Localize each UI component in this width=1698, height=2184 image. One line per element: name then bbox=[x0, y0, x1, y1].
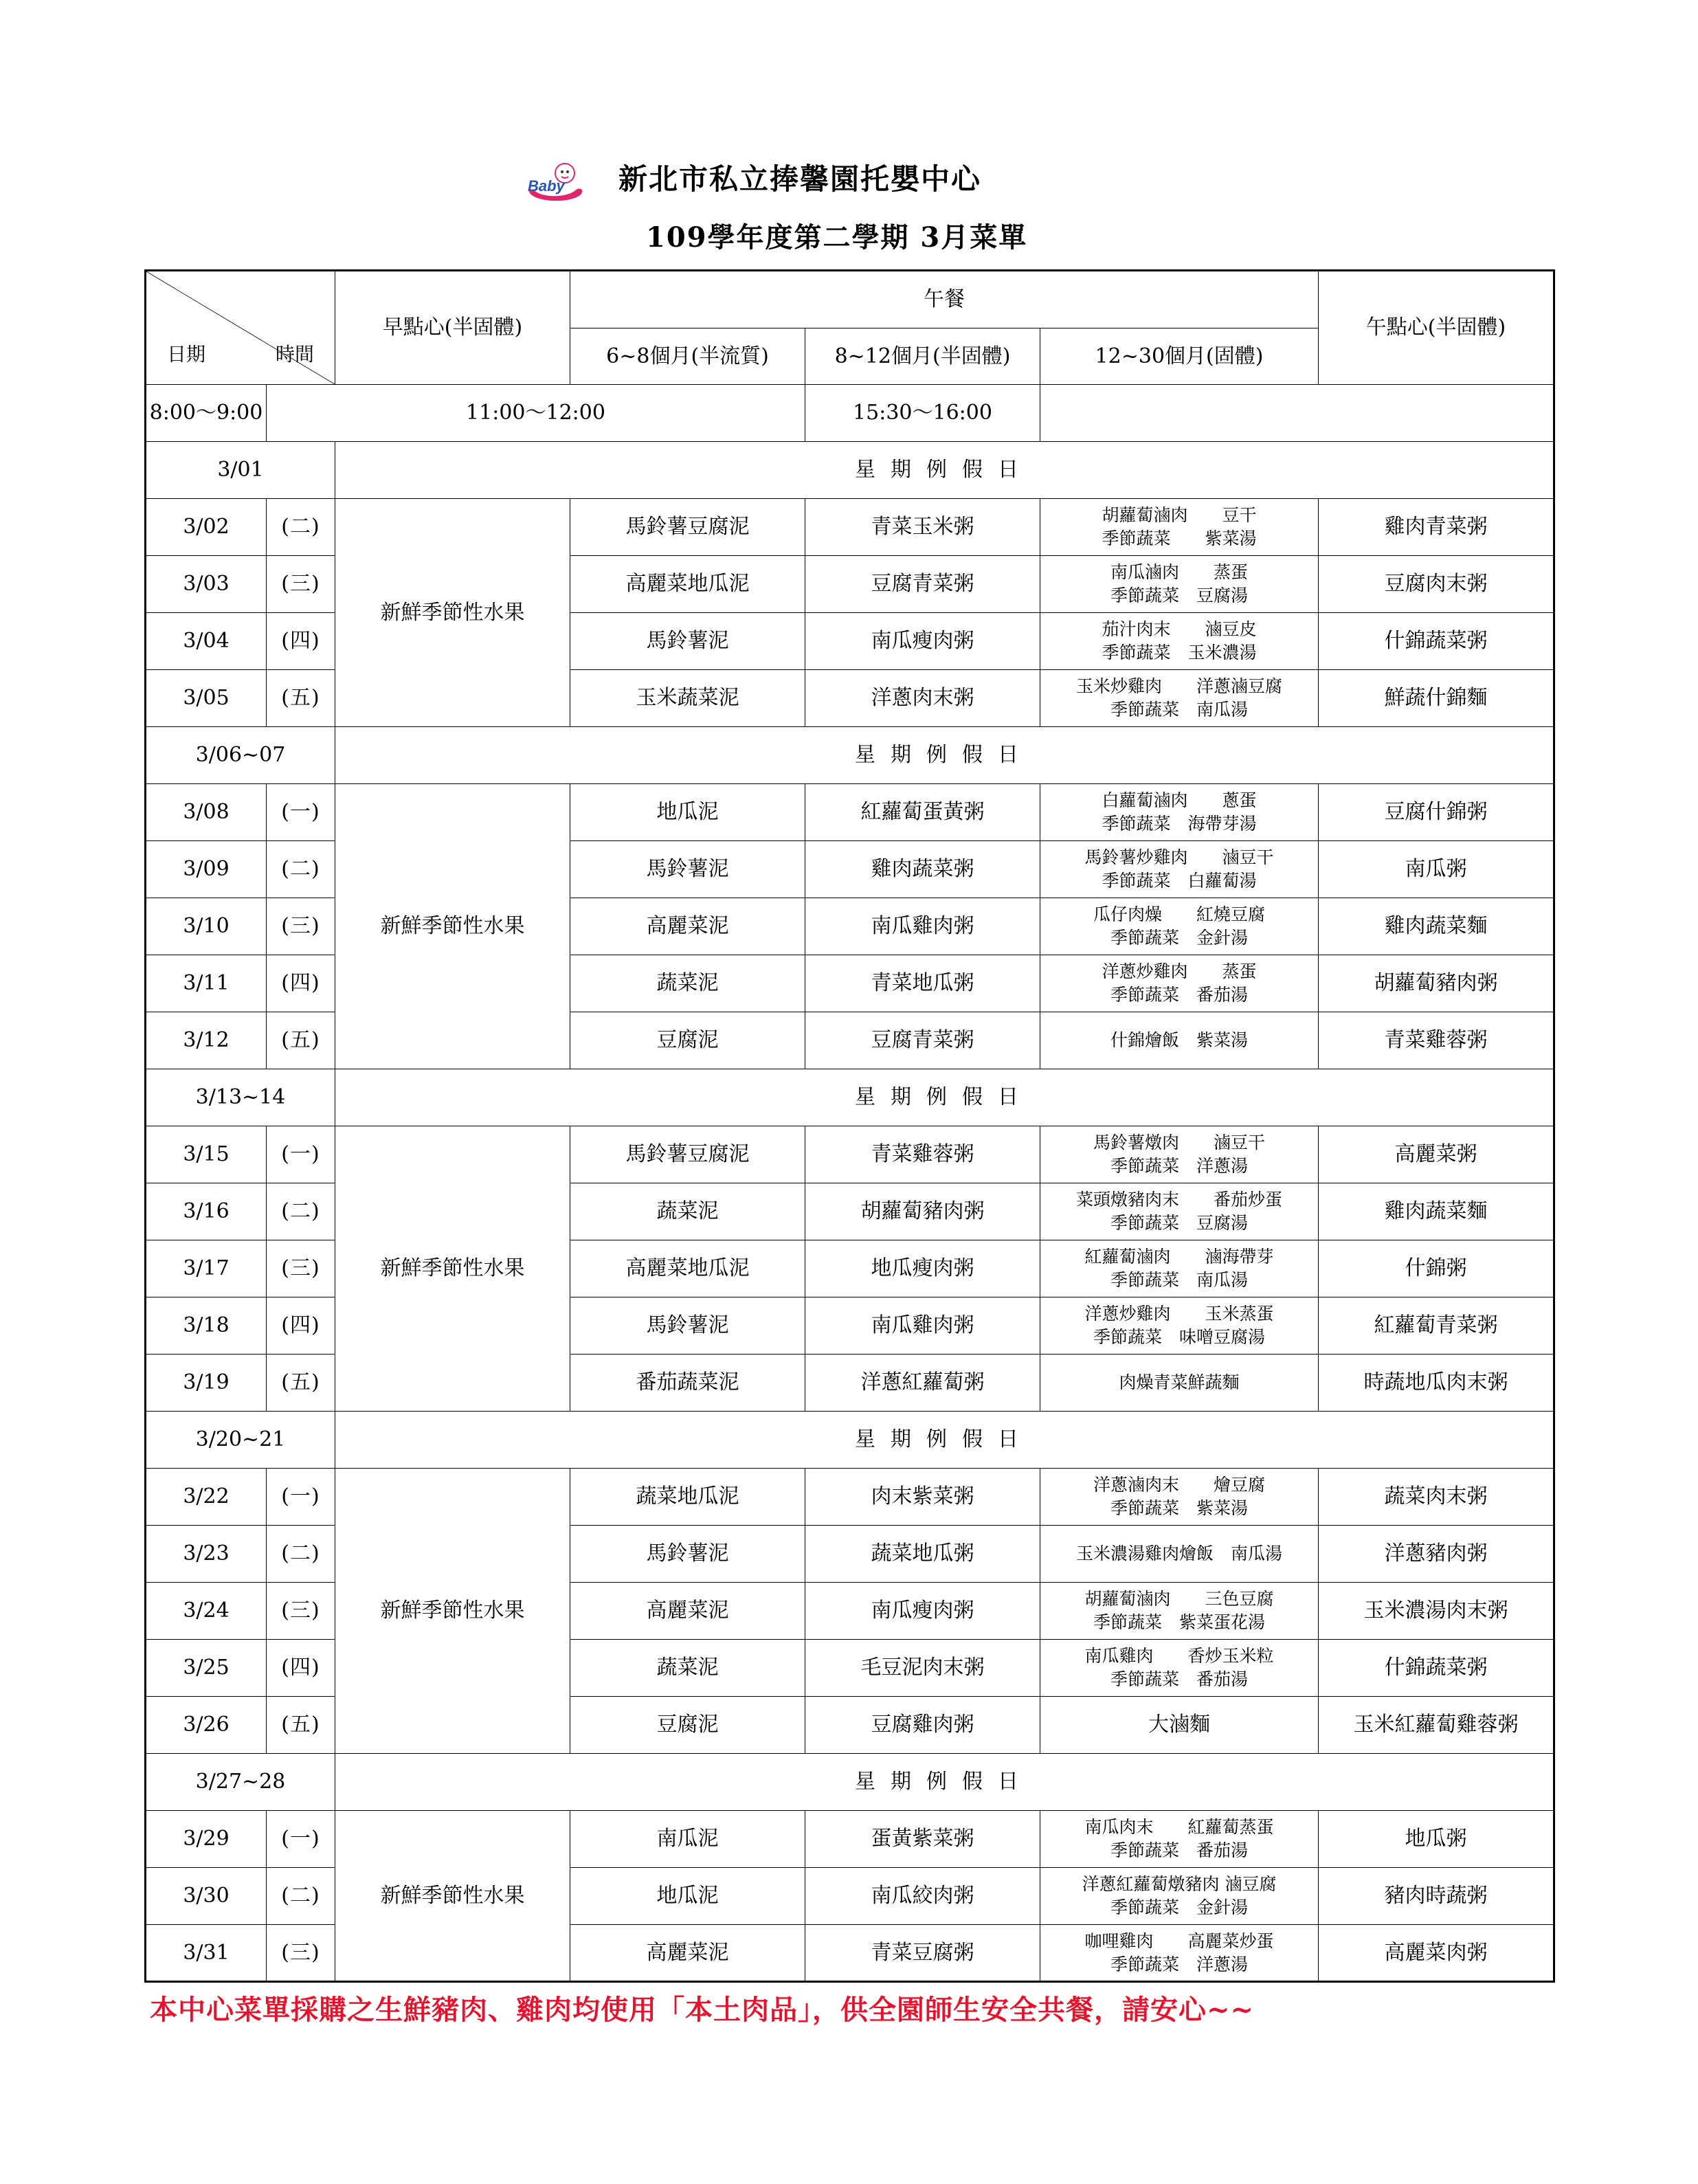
lunch-8-12-item: 南瓜瘦肉粥 bbox=[805, 613, 1040, 670]
menu-weekday: (三) bbox=[267, 556, 335, 613]
menu-weekday: (四) bbox=[267, 613, 335, 670]
lunch-12-30-item: 洋蔥炒雞肉 蒸蛋 季節蔬菜 番茄湯 bbox=[1040, 955, 1319, 1012]
afternoon-snack-item: 豬肉時蔬粥 bbox=[1319, 1868, 1554, 1925]
afternoon-snack-item: 高麗菜粥 bbox=[1319, 1126, 1554, 1183]
lunch-6-8-item: 豆腐泥 bbox=[570, 1697, 805, 1754]
afternoon-snack-item: 什錦粥 bbox=[1319, 1240, 1554, 1297]
lunch-12-30-item: 瓜仔肉燥 紅燒豆腐 季節蔬菜 金針湯 bbox=[1040, 898, 1319, 955]
lunch-8-12-item: 洋蔥紅蘿蔔粥 bbox=[805, 1355, 1040, 1412]
lunch-12-30-item: 馬鈴薯炒雞肉 滷豆干 季節蔬菜 白蘿蔔湯 bbox=[1040, 841, 1319, 898]
holiday-date: 3/20~21 bbox=[146, 1412, 335, 1469]
lunch-6-8-item: 馬鈴薯泥 bbox=[570, 1297, 805, 1355]
breakfast-fruit: 新鮮季節性水果 bbox=[335, 1811, 570, 1982]
afternoon-snack-item: 紅蘿蔔青菜粥 bbox=[1319, 1297, 1554, 1355]
lunch-6-8-item: 南瓜泥 bbox=[570, 1811, 805, 1868]
menu-date: 3/24 bbox=[146, 1583, 267, 1640]
lunch-6-8-item: 高麗菜地瓜泥 bbox=[570, 556, 805, 613]
lunch-8-12-item: 南瓜雞肉粥 bbox=[805, 1297, 1040, 1355]
lunch-6-8-item: 馬鈴薯豆腐泥 bbox=[570, 1126, 805, 1183]
notice-text: 本中心菜單採購之生鮮豬肉、雞肉均使用「本土肉品」，供全園師生安全共餐，請安心~~ bbox=[150, 1994, 1255, 2026]
lunch-8-12-item: 雞肉蔬菜粥 bbox=[805, 841, 1040, 898]
lunch-12-30-item: 菜頭燉豬肉末 番茄炒蛋 季節蔬菜 豆腐湯 bbox=[1040, 1183, 1319, 1240]
logo-text: Baby bbox=[528, 177, 565, 194]
menu-date: 3/16 bbox=[146, 1183, 267, 1240]
lunch-8-12-item: 胡蘿蔔豬肉粥 bbox=[805, 1183, 1040, 1240]
afternoon-snack-item: 青菜雞蓉粥 bbox=[1319, 1012, 1554, 1069]
breakfast-fruit: 新鮮季節性水果 bbox=[335, 1469, 570, 1754]
menu-date: 3/19 bbox=[146, 1355, 267, 1412]
lunch-8-12-item: 南瓜絞肉粥 bbox=[805, 1868, 1040, 1925]
holiday-label: 星期例假日 bbox=[335, 1069, 1554, 1126]
lunch-12-30-item: 什錦燴飯 紫菜湯 bbox=[1040, 1012, 1319, 1069]
page-subtitle: 109學年度第二學期 3月菜單 bbox=[646, 221, 1028, 254]
menu-weekday: (二) bbox=[267, 841, 335, 898]
menu-weekday: (一) bbox=[267, 784, 335, 841]
lunch-12-30-item: 玉米濃湯雞肉燴飯 南瓜湯 bbox=[1040, 1526, 1319, 1583]
menu-date: 3/11 bbox=[146, 955, 267, 1012]
menu-weekday: (五) bbox=[267, 1355, 335, 1412]
menu-date: 3/22 bbox=[146, 1469, 267, 1526]
breakfast-header: 早點心(半固體) bbox=[335, 271, 570, 385]
breakfast-fruit: 新鮮季節性水果 bbox=[335, 499, 570, 727]
lunch-12-30-item: 玉米炒雞肉 洋蔥滷豆腐 季節蔬菜 南瓜湯 bbox=[1040, 670, 1319, 727]
lunch-12-30-item: 胡蘿蔔滷肉 豆干 季節蔬菜 紫菜湯 bbox=[1040, 499, 1319, 556]
afternoon-snack-item: 什錦蔬菜粥 bbox=[1319, 613, 1554, 670]
afternoon-time: 15:30～16:00 bbox=[805, 385, 1040, 442]
afternoon-snack-item: 玉米紅蘿蔔雞蓉粥 bbox=[1319, 1697, 1554, 1754]
holiday-label: 星期例假日 bbox=[335, 442, 1554, 499]
lunch-6-8-item: 豆腐泥 bbox=[570, 1012, 805, 1069]
afternoon-snack-item: 鮮蔬什錦麵 bbox=[1319, 670, 1554, 727]
afternoon-snack-item: 雞肉青菜粥 bbox=[1319, 499, 1554, 556]
holiday-date: 3/01 bbox=[146, 442, 335, 499]
menu-date: 3/12 bbox=[146, 1012, 267, 1069]
breakfast-fruit: 新鮮季節性水果 bbox=[335, 784, 570, 1069]
lunch-6-8-header: 6~8個月(半流質) bbox=[570, 328, 805, 385]
lunch-8-12-header: 8~12個月(半固體) bbox=[805, 328, 1040, 385]
breakfast-time: 8:00～9:00 bbox=[146, 385, 267, 442]
menu-weekday: (三) bbox=[267, 1925, 335, 1982]
lunch-6-8-item: 馬鈴薯泥 bbox=[570, 841, 805, 898]
lunch-header: 午餐 bbox=[570, 271, 1319, 328]
lunch-8-12-item: 青菜雞蓉粥 bbox=[805, 1126, 1040, 1183]
menu-date: 3/10 bbox=[146, 898, 267, 955]
afternoon-snack-item: 豆腐肉末粥 bbox=[1319, 556, 1554, 613]
afternoon-header: 午點心(半固體) bbox=[1319, 271, 1554, 385]
afternoon-snack-item: 雞肉蔬菜麵 bbox=[1319, 1183, 1554, 1240]
lunch-8-12-item: 豆腐青菜粥 bbox=[805, 556, 1040, 613]
lunch-6-8-item: 地瓜泥 bbox=[570, 1868, 805, 1925]
holiday-label: 星期例假日 bbox=[335, 1412, 1554, 1469]
lunch-8-12-item: 毛豆泥肉末粥 bbox=[805, 1640, 1040, 1697]
lunch-6-8-item: 高麗菜泥 bbox=[570, 1583, 805, 1640]
menu-weekday: (二) bbox=[267, 499, 335, 556]
menu-date: 3/09 bbox=[146, 841, 267, 898]
header-corner-cell bbox=[146, 271, 335, 385]
afternoon-snack-item: 雞肉蔬菜麵 bbox=[1319, 898, 1554, 955]
menu-weekday: (一) bbox=[267, 1469, 335, 1526]
afternoon-snack-item: 南瓜粥 bbox=[1319, 841, 1554, 898]
lunch-12-30-item: 南瓜滷肉 蒸蛋 季節蔬菜 豆腐湯 bbox=[1040, 556, 1319, 613]
menu-date: 3/31 bbox=[146, 1925, 267, 1982]
lunch-time: 11:00～12:00 bbox=[267, 385, 805, 442]
lunch-6-8-item: 番茄蔬菜泥 bbox=[570, 1355, 805, 1412]
afternoon-snack-item: 蔬菜肉末粥 bbox=[1319, 1469, 1554, 1526]
menu-weekday: (四) bbox=[267, 1640, 335, 1697]
afternoon-snack-item: 洋蔥豬肉粥 bbox=[1319, 1526, 1554, 1583]
lunch-12-30-item: 白蘿蔔滷肉 蔥蛋 季節蔬菜 海帶芽湯 bbox=[1040, 784, 1319, 841]
menu-date: 3/30 bbox=[146, 1868, 267, 1925]
lunch-12-30-item: 咖哩雞肉 高麗菜炒蛋 季節蔬菜 洋蔥湯 bbox=[1040, 1925, 1319, 1982]
lunch-8-12-item: 南瓜瘦肉粥 bbox=[805, 1583, 1040, 1640]
lunch-8-12-item: 豆腐雞肉粥 bbox=[805, 1697, 1040, 1754]
menu-weekday: (二) bbox=[267, 1183, 335, 1240]
menu-date: 3/08 bbox=[146, 784, 267, 841]
lunch-8-12-item: 洋蔥肉末粥 bbox=[805, 670, 1040, 727]
lunch-6-8-item: 地瓜泥 bbox=[570, 784, 805, 841]
menu-date: 3/29 bbox=[146, 1811, 267, 1868]
lunch-8-12-item: 蛋黃紫菜粥 bbox=[805, 1811, 1040, 1868]
lunch-6-8-item: 蔬菜地瓜泥 bbox=[570, 1469, 805, 1526]
lunch-12-30-item: 紅蘿蔔滷肉 滷海帶芽 季節蔬菜 南瓜湯 bbox=[1040, 1240, 1319, 1297]
menu-date: 3/05 bbox=[146, 670, 267, 727]
breakfast-fruit: 新鮮季節性水果 bbox=[335, 1126, 570, 1412]
logo bbox=[524, 159, 587, 209]
lunch-12-30-item: 南瓜肉末 紅蘿蔔蒸蛋 季節蔬菜 番茄湯 bbox=[1040, 1811, 1319, 1868]
menu-date: 3/03 bbox=[146, 556, 267, 613]
menu-date: 3/15 bbox=[146, 1126, 267, 1183]
lunch-8-12-item: 蔬菜地瓜粥 bbox=[805, 1526, 1040, 1583]
lunch-6-8-item: 蔬菜泥 bbox=[570, 1183, 805, 1240]
lunch-12-30-item: 馬鈴薯燉肉 滷豆干 季節蔬菜 洋蔥湯 bbox=[1040, 1126, 1319, 1183]
holiday-date: 3/27~28 bbox=[146, 1754, 335, 1811]
menu-weekday: (四) bbox=[267, 1297, 335, 1355]
holiday-label: 星期例假日 bbox=[335, 727, 1554, 784]
lunch-8-12-item: 南瓜雞肉粥 bbox=[805, 898, 1040, 955]
menu-weekday: (二) bbox=[267, 1526, 335, 1583]
afternoon-snack-item: 高麗菜肉粥 bbox=[1319, 1925, 1554, 1982]
menu-table bbox=[144, 269, 1555, 1983]
menu-date: 3/25 bbox=[146, 1640, 267, 1697]
lunch-12-30-item: 南瓜雞肉 香炒玉米粒 季節蔬菜 番茄湯 bbox=[1040, 1640, 1319, 1697]
afternoon-snack-item: 玉米濃湯肉末粥 bbox=[1319, 1583, 1554, 1640]
holiday-label: 星期例假日 bbox=[335, 1754, 1554, 1811]
menu-weekday: (五) bbox=[267, 1012, 335, 1069]
lunch-6-8-item: 高麗菜地瓜泥 bbox=[570, 1240, 805, 1297]
lunch-12-30-item: 大滷麵 bbox=[1040, 1697, 1319, 1754]
menu-weekday: (一) bbox=[267, 1811, 335, 1868]
time-header: 時間 bbox=[275, 343, 314, 366]
lunch-12-30-header: 12~30個月(固體) bbox=[1040, 328, 1319, 385]
menu-weekday: (二) bbox=[267, 1868, 335, 1925]
lunch-8-12-item: 地瓜瘦肉粥 bbox=[805, 1240, 1040, 1297]
holiday-date: 3/06~07 bbox=[146, 727, 335, 784]
menu-date: 3/02 bbox=[146, 499, 267, 556]
lunch-6-8-item: 馬鈴薯豆腐泥 bbox=[570, 499, 805, 556]
menu-date: 3/18 bbox=[146, 1297, 267, 1355]
afternoon-snack-item: 時蔬地瓜肉末粥 bbox=[1319, 1355, 1554, 1412]
lunch-8-12-item: 青菜地瓜粥 bbox=[805, 955, 1040, 1012]
afternoon-snack-item: 胡蘿蔔豬肉粥 bbox=[1319, 955, 1554, 1012]
lunch-8-12-item: 豆腐青菜粥 bbox=[805, 1012, 1040, 1069]
lunch-6-8-item: 高麗菜泥 bbox=[570, 898, 805, 955]
menu-date: 3/04 bbox=[146, 613, 267, 670]
lunch-12-30-item: 茄汁肉末 滷豆皮 季節蔬菜 玉米濃湯 bbox=[1040, 613, 1319, 670]
lunch-12-30-item: 肉燥青菜鮮蔬麵 bbox=[1040, 1355, 1319, 1412]
lunch-6-8-item: 馬鈴薯泥 bbox=[570, 1526, 805, 1583]
lunch-12-30-item: 洋蔥炒雞肉 玉米蒸蛋 季節蔬菜 味噌豆腐湯 bbox=[1040, 1297, 1319, 1355]
lunch-12-30-item: 胡蘿蔔滷肉 三色豆腐 季節蔬菜 紫菜蛋花湯 bbox=[1040, 1583, 1319, 1640]
lunch-6-8-item: 玉米蔬菜泥 bbox=[570, 670, 805, 727]
afternoon-snack-item: 地瓜粥 bbox=[1319, 1811, 1554, 1868]
menu-weekday: (一) bbox=[267, 1126, 335, 1183]
lunch-12-30-item: 洋蔥紅蘿蔔燉豬肉 滷豆腐 季節蔬菜 金針湯 bbox=[1040, 1868, 1319, 1925]
menu-date: 3/26 bbox=[146, 1697, 267, 1754]
lunch-8-12-item: 肉末紫菜粥 bbox=[805, 1469, 1040, 1526]
menu-weekday: (五) bbox=[267, 1697, 335, 1754]
menu-weekday: (三) bbox=[267, 898, 335, 955]
lunch-6-8-item: 蔬菜泥 bbox=[570, 955, 805, 1012]
menu-date: 3/23 bbox=[146, 1526, 267, 1583]
lunch-8-12-item: 青菜豆腐粥 bbox=[805, 1925, 1040, 1982]
holiday-date: 3/13~14 bbox=[146, 1069, 335, 1126]
lunch-6-8-item: 高麗菜泥 bbox=[570, 1925, 805, 1982]
lunch-8-12-item: 青菜玉米粥 bbox=[805, 499, 1040, 556]
afternoon-snack-item: 豆腐什錦粥 bbox=[1319, 784, 1554, 841]
menu-weekday: (三) bbox=[267, 1240, 335, 1297]
menu-date: 3/17 bbox=[146, 1240, 267, 1297]
lunch-8-12-item: 紅蘿蔔蛋黃粥 bbox=[805, 784, 1040, 841]
lunch-6-8-item: 蔬菜泥 bbox=[570, 1640, 805, 1697]
menu-weekday: (三) bbox=[267, 1583, 335, 1640]
menu-weekday: (五) bbox=[267, 670, 335, 727]
menu-weekday: (四) bbox=[267, 955, 335, 1012]
afternoon-snack-item: 什錦蔬菜粥 bbox=[1319, 1640, 1554, 1697]
date-header: 日期 bbox=[167, 343, 206, 366]
lunch-12-30-item: 洋蔥滷肉末 燴豆腐 季節蔬菜 紫菜湯 bbox=[1040, 1469, 1319, 1526]
page-title: 新北市私立捧馨園托嬰中心 bbox=[618, 162, 982, 196]
lunch-6-8-item: 馬鈴薯泥 bbox=[570, 613, 805, 670]
